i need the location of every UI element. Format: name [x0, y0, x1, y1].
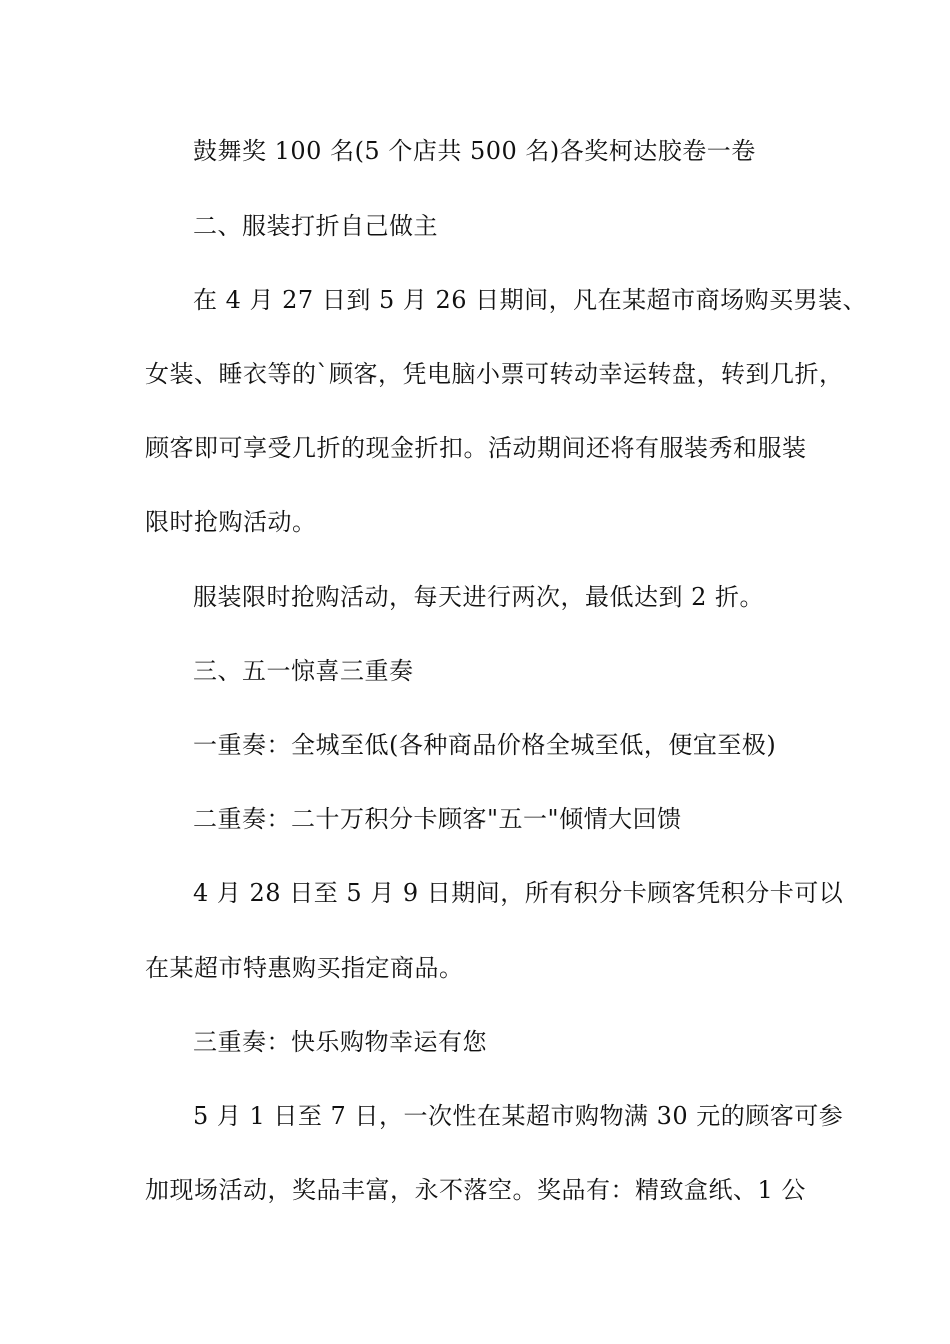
text-line-flash-sale: 限时抢购活动。 [145, 508, 317, 536]
text-line-encouragement-prize: 鼓舞奖 100 名(5 个店共 500 名)各奖柯达胶卷一卷 [193, 137, 756, 165]
text-line-cash-discount: 顾客即可享受几折的现金折扣。活动期间还将有服装秀和服装 [145, 434, 807, 462]
section-heading-may-day-trio: 三、五一惊喜三重奏 [193, 657, 414, 685]
text-line-first-movement: 一重奏：全城至低(各种商品价格全城至低，便宜至极) [193, 731, 777, 759]
text-line-clothing-period: 在 4 月 27 日到 5 月 26 日期间，凡在某超市商场购买男装、 [193, 286, 868, 314]
text-line-third-movement: 三重奏：快乐购物幸运有您 [193, 1028, 487, 1056]
text-line-flash-sale-detail: 服装限时抢购活动，每天进行两次，最低达到 2 折。 [193, 583, 765, 611]
text-line-special-purchase: 在某超市特惠购买指定商品。 [145, 954, 464, 982]
section-heading-clothing-discount: 二、服装打折自己做主 [193, 212, 438, 240]
text-line-prizes: 加现场活动，奖品丰富，永不落空。奖品有：精致盒纸、1 公 [145, 1176, 806, 1204]
text-line-second-movement: 二重奏：二十万积分卡顾客"五一"倾情大回馈 [193, 805, 682, 833]
text-line-shopping-threshold: 5 月 1 日至 7 日，一次性在某超市购物满 30 元的顾客可参 [193, 1102, 844, 1130]
text-line-lucky-wheel: 女装、睡衣等的`顾客，凭电脑小票可转动幸运转盘，转到几折， [145, 360, 844, 388]
text-line-points-card-period: 4 月 28 日至 5 月 9 日期间，所有积分卡顾客凭积分卡可以 [193, 879, 844, 907]
